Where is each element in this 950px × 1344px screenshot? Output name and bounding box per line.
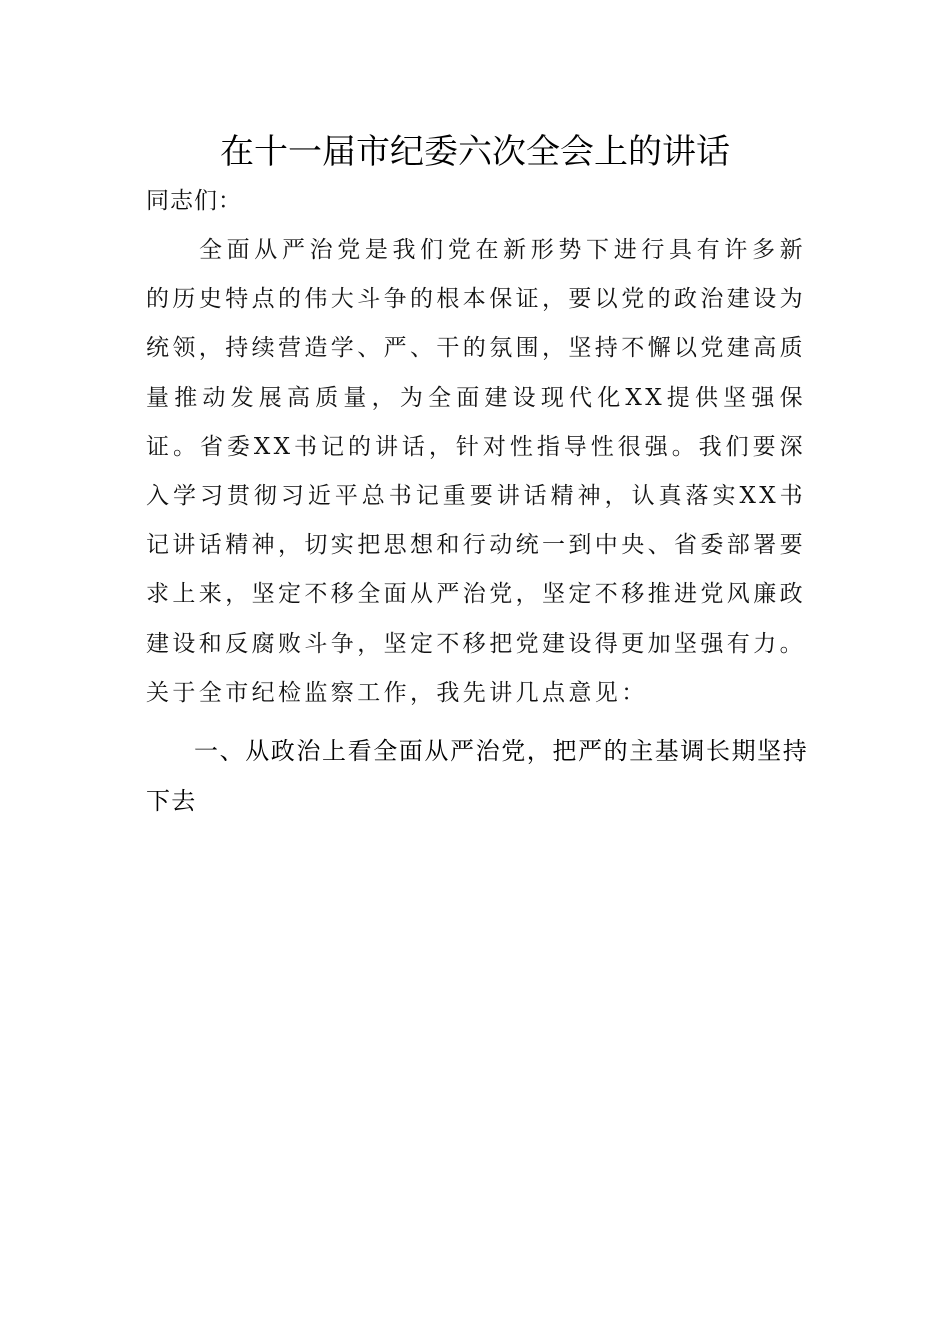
section-heading: 一、从政治上看全面从严治党，把严的主基调长期坚持下去 <box>146 737 808 815</box>
document-title: 在十一届市纪委六次全会上的讲话 <box>220 132 730 172</box>
salutation: 同志们： <box>146 188 242 214</box>
body-paragraph: 全面从严治党是我们党在新形势下进行具有许多新的历史特点的伟大斗争的根本保证，要以党的政治建设为统领，持续营造学、严、干的氛围，坚持不懈以党建高质量推动发展高质量，为全面建设现代化XX提供坚强保证。省委XX书记的讲话，针对性指导性很强。我们要深入学习贯彻习近平总书记重要讲话精神，认真落实XX书记讲话精神，切实把思想和行动统一到中央、省委部署要求上来，坚定不移全面从严治党，坚定不移推进党风廉政建设和反腐败斗争，坚定不移把党建设得更加坚强有力。关于全市纪检监察工作，我先讲几点意见： <box>146 237 806 706</box>
